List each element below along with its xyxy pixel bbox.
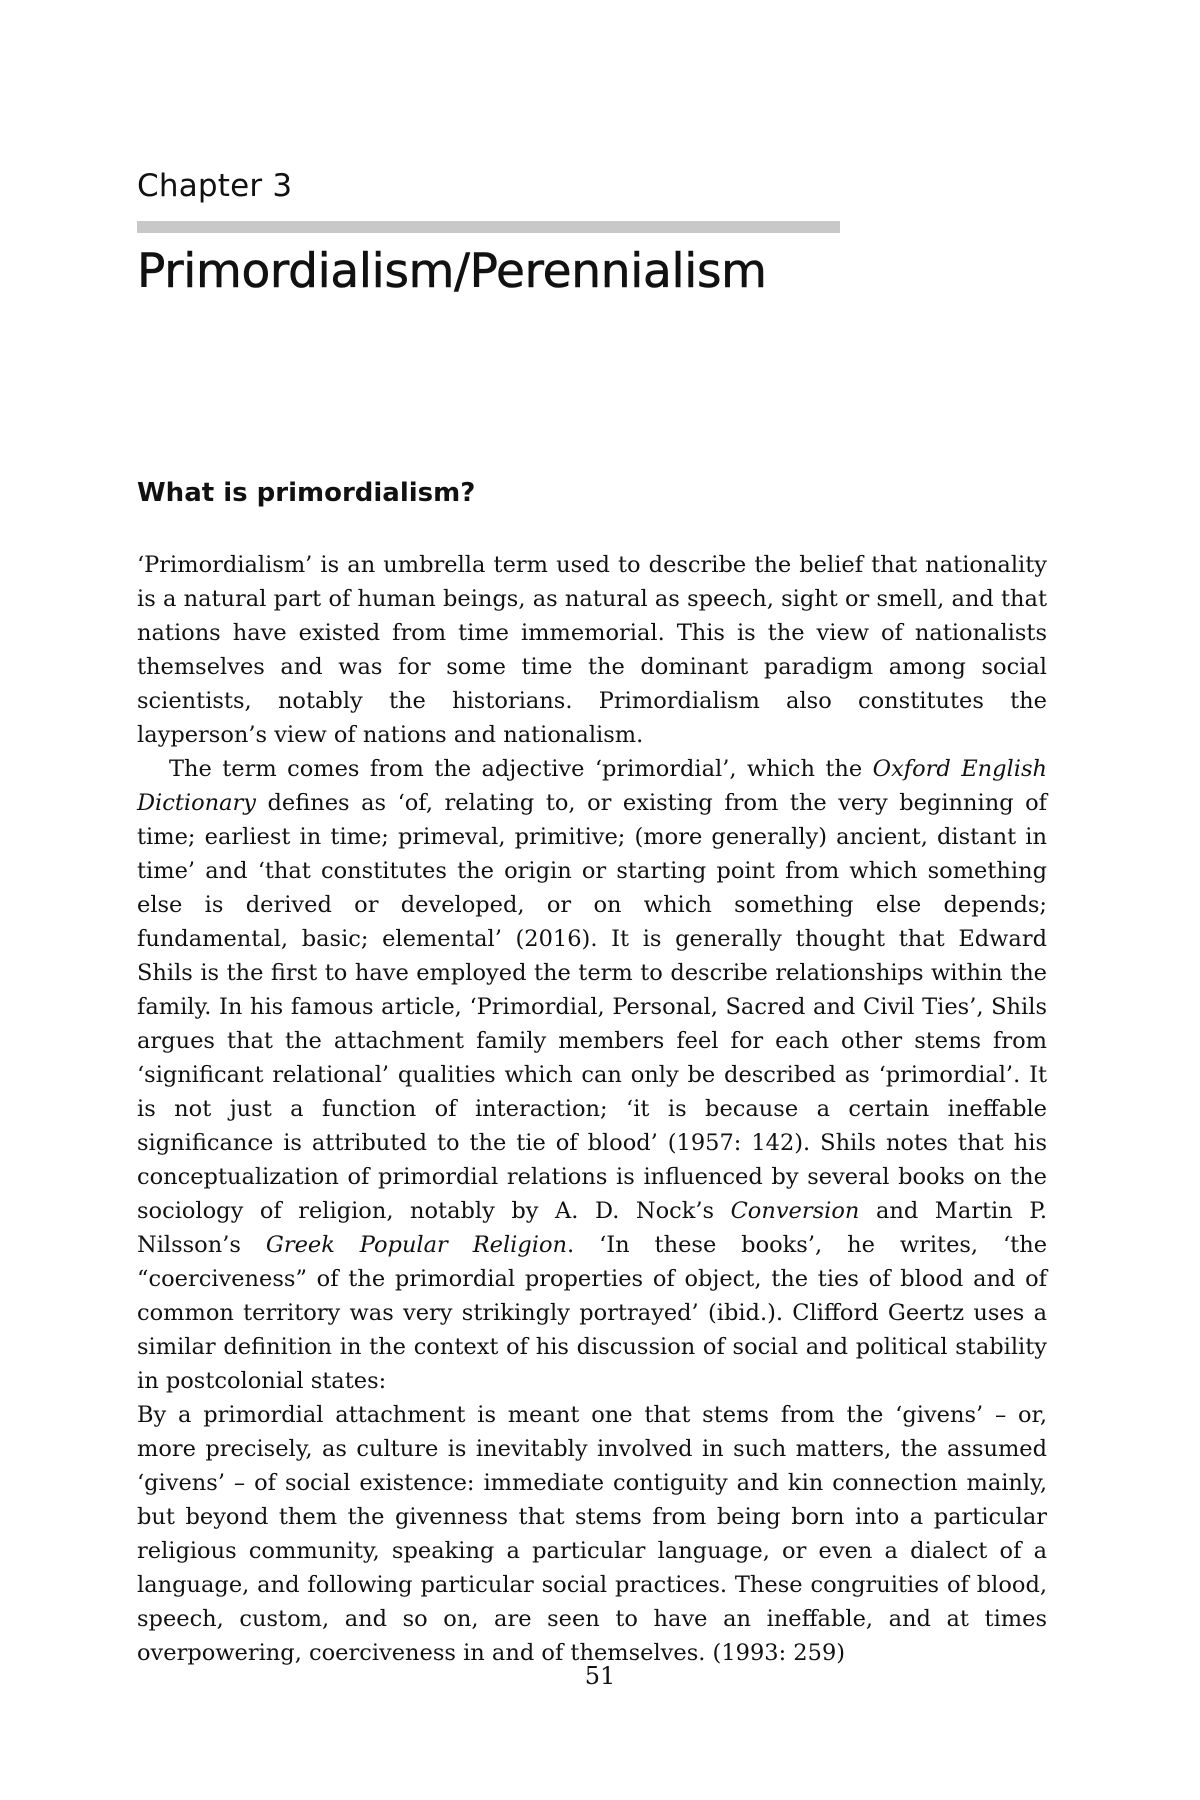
chapter-title: Primordialism/Perennialism — [137, 244, 767, 299]
section-heading: What is primordialism? — [137, 478, 476, 508]
paragraph-1: ‘Primordialism’ is an umbrella term used to describe the belief that nationality is a natural part of human beings, as natural as speech, sight or smell, and that nations have existed from time immemorial. This is the view of nationalists themselves and was for some time the dominant paradigm among social scientists, notably the historians. Primordialism also constitutes the layperson’s view of nations and nationalism. — [137, 552, 1047, 748]
paragraph-2-text-e: and Martin P. Nilsson’s — [137, 1198, 1048, 1258]
italic-title-greek-popular-religion: Greek Popular Religion — [265, 1232, 568, 1258]
italic-title-conversion: Conversion — [730, 1198, 860, 1224]
italic-title-oed: Oxford English Dictionary — [137, 756, 1047, 816]
chapter-label: Chapter 3 — [137, 168, 293, 204]
paragraph-2-text-g: . ‘In these books’, he writes, ‘the “coerciveness” of the primordial properties of object, the ties of blood and of common territory was very strikingly portrayed’ (ibid.). Clifford Geertz uses a similar definition in the context of his discussion of social and political stability in postcolonial states: — [137, 1232, 1048, 1394]
chapter-divider-rule — [137, 221, 840, 233]
paragraph-2-text-a: The term comes from the adjective ‘primordial’, which the — [169, 756, 873, 782]
paragraph-2-text-c: defines as ‘of, relating to, or existing from the very beginning of time; earliest in time; primeval, primitive; (more generally) ancient, distant in time’ and ‘that constitutes the origin or starting point from which something else is derived or developed, or on which something else depends; fundamental, basic; elemental’ (2016). It is generally thought that Edward Shils is the first to have employed the term to describe relationships within the family. In his famous article, ‘Primordial, Personal, Sacred and Civil Ties’, Shils argues that the attachment family members feel for each other stems from ‘significant relational’ qualities which can only be described as ‘primordial’. It is not just a function of interaction; ‘it is because a certain ineffable significance is attributed to the tie of blood’ (1957: 142). Shils notes that his conceptualization of primordial relations is influenced by several books on the sociology of religion, notably by A. D. Nock’s — [137, 790, 1047, 1224]
block-quote: By a primordial attachment is meant one that stems from the ‘givens’ – or, more precisely, as culture is inevitably involved in such matters, the assumed ‘givens’ – of social existence: immediate contiguity and kin connection mainly, but beyond them the givenness that stems from being born into a particular religious community, speaking a particular language, or even a dialect of a language, and following particular social practices. These congruities of blood, speech, custom, and so on, are seen to have an ineffable, and at times overpowering, coerciveness in and of themselves. (1993: 259) — [137, 1402, 1047, 1666]
body-text — [137, 548, 1047, 1670]
paragraph-2 — [137, 752, 1047, 1398]
page-number: 51 — [584, 1662, 616, 1690]
